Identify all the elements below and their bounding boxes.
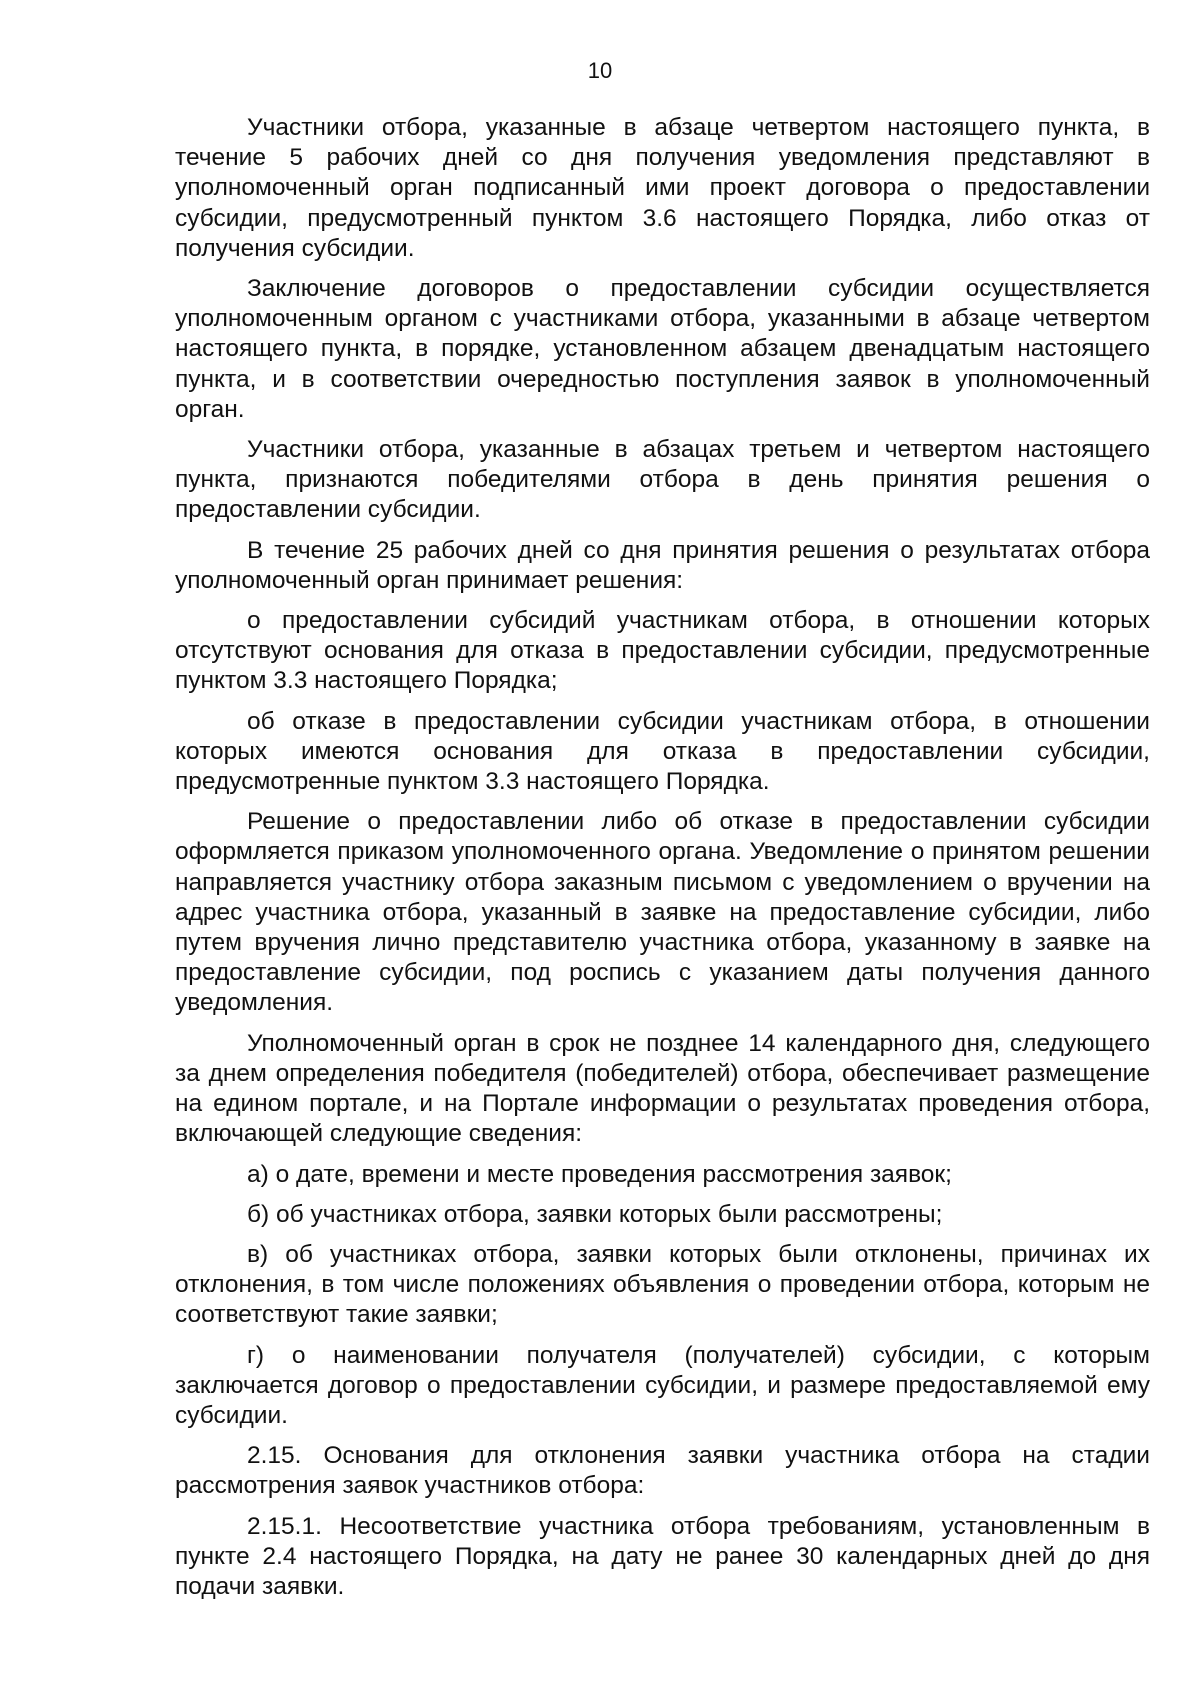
paragraph: Участники отбора, указанные в абзацах третьем и четвертом настоящего пункта, признаются победителями отбора в день принятия решения о предоставлении субсидии. [175, 436, 1150, 524]
paragraph: Решение о предоставлении либо об отказе в предоставлении субсидии оформляется приказом уполномоченного органа. Уведомление о принятом решении направляется участнику отбора заказным письмом с уведомлением о вручении на адрес участника отбора, указанный в заявке на предоставление субсидии, либо путем вручения лично представителю участника отбора, указанному в заявке на предоставление субсидии, под роспись с указанием даты получения данного уведомления. [175, 808, 1150, 1017]
section-clause: 2.15. Основания для отклонения заявки участника отбора на стадии рассмотрения заявок участников отбора: [175, 1442, 1150, 1500]
paragraph: о предоставлении субсидий участникам отбора, в отношении которых отсутствуют основания для отказа в предоставлении субсидии, предусмотренные пунктом 3.3 настоящего Порядка; [175, 607, 1150, 695]
page-number: 10 [587, 58, 613, 83]
list-item: г) о наименовании получателя (получателей) субсидии, с которым заключается договор о предоставлении субсидии, и размере предоставляемой ему субсидии. [175, 1341, 1150, 1429]
section-clause: 2.15.1. Несоответствие участника отбора требованиям, установленным в пункте 2.4 настоящего Порядка, на дату не ранее 30 календарных дней до дня подачи заявки. [175, 1512, 1150, 1600]
list-item: б) об участниках отбора, заявки которых были рассмотрены; [247, 1200, 943, 1228]
list-item: а) о дате, времени и месте проведения рассмотрения заявок; [247, 1160, 952, 1188]
document-body [175, 113, 1150, 1612]
list-item: в) об участниках отбора, заявки которых были отклонены, причинах их отклонения, в том числе положениях объявления о проведении отбора, которым не соответствуют такие заявки; [175, 1240, 1150, 1329]
paragraph: Участники отбора, указанные в абзаце четвертом настоящего пункта, в течение 5 рабочих дней со дня получения уведомления представляют в уполномоченный орган подписанный ими проект договора о предоставлении субсидии, предусмотренный пунктом 3.6 настоящего Порядка, либо отказ от получения субсидии. [175, 114, 1150, 262]
paragraph: Заключение договоров о предоставлении субсидии осуществляется уполномоченным органом с участниками отбора, указанными в абзаце четвертом настоящего пункта, в порядке, установленном абзацем двенадцатым настоящего пункта, и в соответствии очередностью поступления заявок в уполномоченный орган. [175, 275, 1150, 423]
paragraph: В течение 25 рабочих дней со дня принятия решения о результатах отбора уполномоченный орган принимает решения: [175, 536, 1150, 594]
paragraph: об отказе в предоставлении субсидии участникам отбора, в отношении которых имеются основания для отказа в предоставлении субсидии, предусмотренные пунктом 3.3 настоящего Порядка. [175, 707, 1150, 796]
paragraph: Уполномоченный орган в срок не позднее 14 календарного дня, следующего за днем определения победителя (победителей) отбора, обеспечивает размещение на едином портале, и на Портале информации о результатах проведения отбора, включающей следующие сведения: [175, 1029, 1150, 1148]
